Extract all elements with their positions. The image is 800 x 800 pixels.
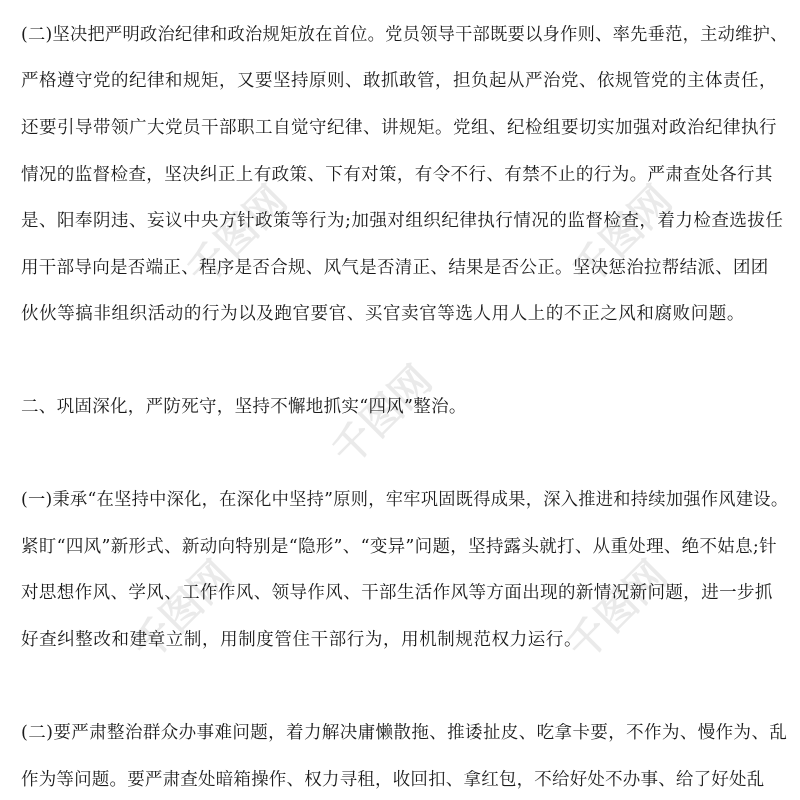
paragraph-line: (一)秉承“在坚持中深化，在深化中坚持”原则，牢牢巩固既得成果，深入推进和持续加强作风建设。 — [21, 490, 789, 510]
paragraph-line: 情况的监督检查，坚决纠正上有政策、下有对策，有令不行、有禁不止的行为。严肃查处各行其 — [21, 165, 773, 185]
paragraph-line: (二)要严肃整治群众办事难问题，着力解决庸懒散拖、推诿扯皮、吃拿卡要，不作为、慢作为、乱 — [21, 723, 788, 743]
paragraph-line: 作为等问题。要严肃查处暗箱操作、权力寻租，收回扣、拿红包，不给好处不办事、给了好处乱 — [21, 770, 765, 790]
watermark: 千图网 — [178, 177, 297, 295]
paragraph-line: 还要引导带领广大党员干部职工自觉守纪律、讲规矩。党组、纪检组要切实加强对政治纪律执行 — [21, 118, 777, 138]
paragraph-line: 好查纠整改和建章立制，用制度管住干部行为，用机制规范权力运行。 — [21, 630, 583, 650]
paragraph-line: 紧盯“四风”新形式、新动向特别是“隐形”、“变异”问题，坚持露头就打、从重处理、绝不姑息;针 — [21, 537, 777, 557]
watermark: 千图网 — [558, 552, 677, 670]
watermark: 千图网 — [563, 177, 682, 295]
watermark: 千图网 — [323, 357, 442, 475]
paragraph-line: 是、阳奉阴违、妄议中央方针政策等行为;加强对组织纪律执行情况的监督检查，着力检查选拔任 — [21, 211, 784, 231]
paragraph-line: 伙伙等搞非组织活动的行为以及跑官要官、买官卖官等选人用人上的不正之风和腐败问题。 — [21, 304, 745, 324]
watermark: 千图网 — [123, 552, 242, 670]
paragraph-line: 严格遵守党的纪律和规矩，又要坚持原则、敢抓敢管，担负起从严治党、依规管党的主体责任， — [21, 71, 777, 91]
paragraph-line: 对思想作风、学风、工作作风、领导作风、干部生活作风等方面出现的新情况新问题，进一步抓 — [21, 583, 773, 603]
section-heading: 二、巩固深化，严防死守，坚持不懈地抓实“四风”整治。 — [21, 397, 467, 417]
paragraph-line: (二)坚决把严明政治纪律和政治规矩放在首位。党员领导干部既要以身作则、率先垂范，主动维护、 — [21, 25, 788, 45]
paragraph-line: 用干部导向是否端正、程序是否合规、风气是否清正、结果是否公正。坚决惩治拉帮结派、团团 — [21, 258, 769, 278]
